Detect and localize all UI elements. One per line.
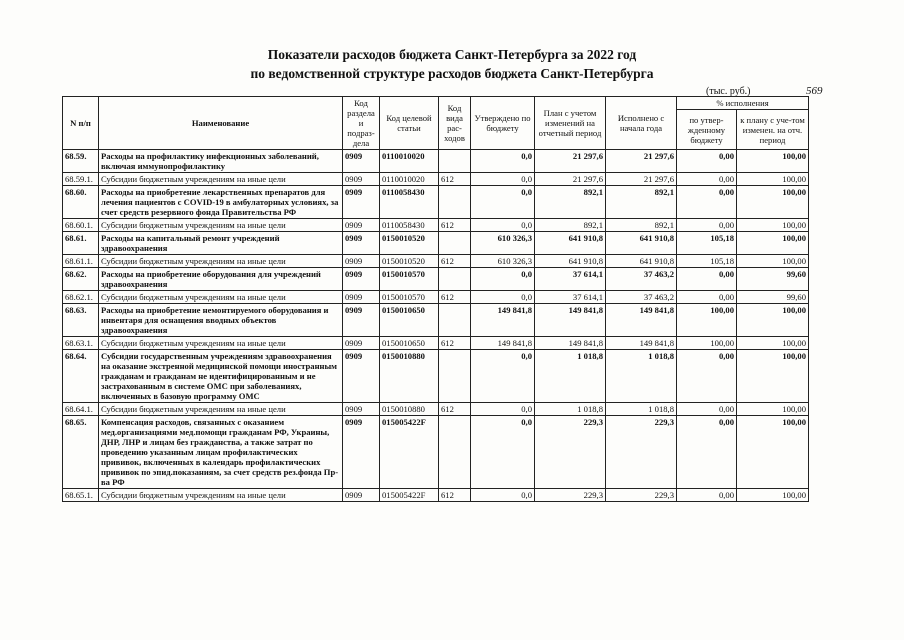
row-pct-budget: 0,00 [677, 403, 737, 416]
row-approved: 610 326,3 [471, 255, 535, 268]
expenses-table [62, 96, 809, 502]
row-section-code: 0909 [343, 350, 380, 403]
row-kind-code: 612 [439, 489, 471, 502]
table-row [63, 186, 809, 219]
table-row [63, 489, 809, 502]
header-plan: План с учетом изменений на отчетный период [535, 97, 606, 150]
row-plan: 37 614,1 [535, 268, 606, 291]
row-approved: 0,0 [471, 291, 535, 304]
row-kind-code [439, 416, 471, 489]
row-name: Расходы на приобретение оборудования для учреждений здравоохранения [99, 268, 343, 291]
row-section-code: 0909 [343, 304, 380, 337]
row-executed: 1 018,8 [606, 350, 677, 403]
row-executed: 641 910,8 [606, 255, 677, 268]
header-pct-plan: к плану с уче-том изменен. на отч. период [737, 110, 809, 150]
row-target-code: 0110058430 [380, 186, 439, 219]
row-number: 68.63. [63, 304, 99, 337]
row-number: 68.59.1. [63, 173, 99, 186]
row-kind-code [439, 150, 471, 173]
row-name: Субсидии бюджетным учреждениям на иные цели [99, 337, 343, 350]
row-target-code: 015005422F [380, 416, 439, 489]
row-section-code: 0909 [343, 186, 380, 219]
row-executed: 149 841,8 [606, 337, 677, 350]
row-section-code: 0909 [343, 150, 380, 173]
table-row [63, 304, 809, 337]
row-plan: 149 841,8 [535, 304, 606, 337]
row-pct-budget: 0,00 [677, 291, 737, 304]
row-kind-code [439, 268, 471, 291]
row-section-code: 0909 [343, 337, 380, 350]
row-pct-budget: 105,18 [677, 232, 737, 255]
row-name: Субсидии бюджетным учреждениям на иные цели [99, 255, 343, 268]
row-pct-plan: 100,00 [737, 403, 809, 416]
row-number: 68.64.1. [63, 403, 99, 416]
row-number: 68.61.1. [63, 255, 99, 268]
table-row [63, 337, 809, 350]
row-name: Расходы на приобретение лекарственных препаратов для лечения пациентов с COVID-19 в амбулаторных условиях, за счет средств резервного фонда Правительства РФ [99, 186, 343, 219]
row-pct-budget: 0,00 [677, 416, 737, 489]
document-title: Показатели расходов бюджета Санкт-Петербурга за 2022 год [267, 47, 637, 62]
row-executed: 892,1 [606, 186, 677, 219]
row-pct-plan: 100,00 [737, 150, 809, 173]
row-plan: 892,1 [535, 186, 606, 219]
table-row [63, 350, 809, 403]
row-target-code: 015005422F [380, 489, 439, 502]
row-approved: 0,0 [471, 186, 535, 219]
row-name: Субсидии бюджетным учреждениям на иные цели [99, 291, 343, 304]
row-section-code: 0909 [343, 255, 380, 268]
row-approved: 0,0 [471, 268, 535, 291]
row-pct-plan: 100,00 [737, 350, 809, 403]
header-target-code: Код целевой статьи [380, 97, 439, 150]
row-plan: 229,3 [535, 416, 606, 489]
row-name: Субсидии бюджетным учреждениям на иные цели [99, 219, 343, 232]
row-approved: 610 326,3 [471, 232, 535, 255]
row-kind-code [439, 304, 471, 337]
table-row [63, 255, 809, 268]
row-approved: 149 841,8 [471, 304, 535, 337]
row-target-code: 0150010570 [380, 268, 439, 291]
row-executed: 229,3 [606, 489, 677, 502]
row-target-code: 0110010020 [380, 150, 439, 173]
units-label: (тыс. руб.) [706, 86, 751, 97]
row-pct-budget: 100,00 [677, 337, 737, 350]
row-executed: 229,3 [606, 416, 677, 489]
row-section-code: 0909 [343, 219, 380, 232]
row-name: Компенсация расходов, связанных с оказанием мед.организациями мед.помощи гражданам РФ, Украины, ДНР, ЛНР и лицам без гражданства, а также затрат по проведению указанным лицам профилактических прививок, включенных в календарь профилактических прививок по эпид.показаниям, за счет средств рез.фонда Пр-ва РФ [99, 416, 343, 489]
table-row [63, 268, 809, 291]
row-executed: 21 297,6 [606, 150, 677, 173]
header-approved: Утверждено по бюджету [471, 97, 535, 150]
row-number: 68.65.1. [63, 489, 99, 502]
row-pct-budget: 0,00 [677, 350, 737, 403]
row-kind-code [439, 186, 471, 219]
row-kind-code: 612 [439, 337, 471, 350]
row-kind-code: 612 [439, 219, 471, 232]
page-number: 569 [806, 85, 823, 97]
row-plan: 892,1 [535, 219, 606, 232]
row-pct-budget: 105,18 [677, 255, 737, 268]
row-pct-plan: 99,60 [737, 268, 809, 291]
row-section-code: 0909 [343, 232, 380, 255]
row-target-code: 0150010650 [380, 304, 439, 337]
row-number: 68.63.1. [63, 337, 99, 350]
row-approved: 149 841,8 [471, 337, 535, 350]
row-pct-plan: 100,00 [737, 219, 809, 232]
header-section-code: Код раздела и подраз-дела [343, 97, 380, 150]
row-kind-code: 612 [439, 173, 471, 186]
header-name: Наименование [99, 97, 343, 150]
row-pct-plan: 100,00 [737, 255, 809, 268]
row-approved: 0,0 [471, 150, 535, 173]
row-plan: 641 910,8 [535, 232, 606, 255]
table-row [63, 173, 809, 186]
row-target-code: 0150010880 [380, 403, 439, 416]
row-number: 68.62.1. [63, 291, 99, 304]
row-approved: 0,0 [471, 173, 535, 186]
row-executed: 892,1 [606, 219, 677, 232]
row-pct-plan: 100,00 [737, 186, 809, 219]
row-pct-plan: 100,00 [737, 337, 809, 350]
document-subtitle: по ведомственной структуре расходов бюджета Санкт-Петербурга [250, 66, 654, 81]
row-pct-budget: 100,00 [677, 304, 737, 337]
row-pct-plan: 100,00 [737, 489, 809, 502]
row-plan: 21 297,6 [535, 150, 606, 173]
row-name: Субсидии бюджетным учреждениям на иные цели [99, 173, 343, 186]
row-target-code: 0150010880 [380, 350, 439, 403]
row-approved: 0,0 [471, 403, 535, 416]
row-kind-code [439, 232, 471, 255]
row-target-code: 0110058430 [380, 219, 439, 232]
row-approved: 0,0 [471, 489, 535, 502]
row-number: 68.59. [63, 150, 99, 173]
row-plan: 1 018,8 [535, 403, 606, 416]
row-plan: 37 614,1 [535, 291, 606, 304]
table-body [63, 150, 809, 502]
row-name: Расходы на капитальный ремонт учреждений здравоохранения [99, 232, 343, 255]
row-plan: 1 018,8 [535, 350, 606, 403]
row-name: Расходы на приобретение немонтируемого оборудования и инвентаря для оснащения вводных объектов здравоохранения [99, 304, 343, 337]
row-approved: 0,0 [471, 350, 535, 403]
row-section-code: 0909 [343, 416, 380, 489]
header-executed: Исполнено с начала года [606, 97, 677, 150]
row-kind-code: 612 [439, 291, 471, 304]
table-row [63, 291, 809, 304]
row-executed: 21 297,6 [606, 173, 677, 186]
row-number: 68.62. [63, 268, 99, 291]
row-pct-budget: 0,00 [677, 186, 737, 219]
row-target-code: 0110010020 [380, 173, 439, 186]
table-row [63, 150, 809, 173]
row-number: 68.60. [63, 186, 99, 219]
row-number: 68.61. [63, 232, 99, 255]
row-executed: 1 018,8 [606, 403, 677, 416]
row-section-code: 0909 [343, 268, 380, 291]
header-pct-budget: по утвер-жденному бюджету [677, 110, 737, 150]
table-row [63, 219, 809, 232]
row-kind-code: 612 [439, 255, 471, 268]
row-executed: 641 910,8 [606, 232, 677, 255]
row-section-code: 0909 [343, 291, 380, 304]
row-pct-plan: 99,60 [737, 291, 809, 304]
row-executed: 149 841,8 [606, 304, 677, 337]
row-plan: 21 297,6 [535, 173, 606, 186]
row-name: Субсидии бюджетным учреждениям на иные цели [99, 403, 343, 416]
row-approved: 0,0 [471, 219, 535, 232]
row-section-code: 0909 [343, 173, 380, 186]
table-row [63, 403, 809, 416]
row-pct-budget: 0,00 [677, 268, 737, 291]
row-executed: 37 463,2 [606, 268, 677, 291]
row-kind-code: 612 [439, 403, 471, 416]
header-percent: % исполнения [677, 97, 809, 110]
table-row [63, 416, 809, 489]
row-approved: 0,0 [471, 416, 535, 489]
row-pct-budget: 0,00 [677, 150, 737, 173]
table-row [63, 232, 809, 255]
row-name: Субсидии бюджетным учреждениям на иные цели [99, 489, 343, 502]
row-target-code: 0150010520 [380, 232, 439, 255]
row-target-code: 0150010650 [380, 337, 439, 350]
row-target-code: 0150010520 [380, 255, 439, 268]
row-name: Субсидии государственным учреждениям здравоохранения на оказание экстренной медицинской помощи иностранным гражданам и гражданам не идентифицированным и не застрахованным в системе ОМС при заболеваниях, включенных в базовую программу ОМС [99, 350, 343, 403]
row-name: Расходы на профилактику инфекционных заболеваний, включая иммунопрофилактику [99, 150, 343, 173]
header-num: N п/п [63, 97, 99, 150]
header-kind-code: Код вида рас-ходов [439, 97, 471, 150]
row-section-code: 0909 [343, 403, 380, 416]
row-pct-plan: 100,00 [737, 173, 809, 186]
row-number: 68.60.1. [63, 219, 99, 232]
row-target-code: 0150010570 [380, 291, 439, 304]
row-executed: 37 463,2 [606, 291, 677, 304]
row-number: 68.65. [63, 416, 99, 489]
row-number: 68.64. [63, 350, 99, 403]
row-plan: 641 910,8 [535, 255, 606, 268]
row-plan: 149 841,8 [535, 337, 606, 350]
row-pct-budget: 0,00 [677, 489, 737, 502]
row-pct-budget: 0,00 [677, 173, 737, 186]
row-plan: 229,3 [535, 489, 606, 502]
row-pct-plan: 100,00 [737, 304, 809, 337]
row-kind-code [439, 350, 471, 403]
row-pct-plan: 100,00 [737, 416, 809, 489]
row-pct-budget: 0,00 [677, 219, 737, 232]
row-section-code: 0909 [343, 489, 380, 502]
row-pct-plan: 100,00 [737, 232, 809, 255]
